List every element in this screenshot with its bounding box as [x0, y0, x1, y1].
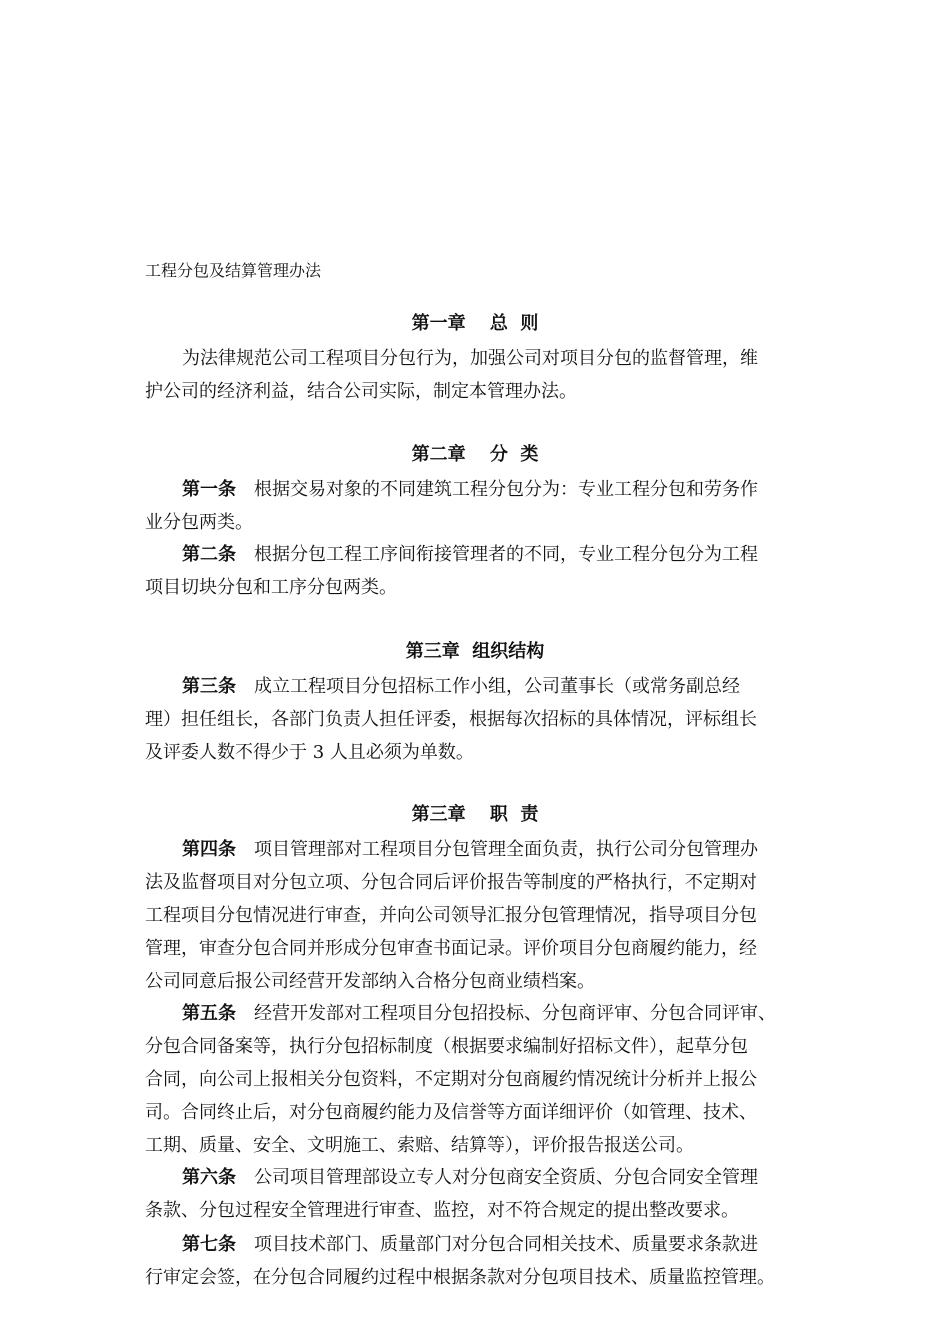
article-2-label: 第二条 — [182, 544, 236, 565]
paragraph-line: 工期、质量、安全、文明施工、索赔、结算等），评价报告报送公司。 — [145, 1135, 694, 1156]
article-7-label: 第七条 — [182, 1234, 236, 1255]
paragraph-line: 护公司的经济利益，结合公司实际，制定本管理办法。 — [145, 381, 577, 402]
paragraph-line: 根据分包工程工序间衔接管理者的不同，专业工程分包分为工程 — [254, 544, 758, 565]
paragraph-line: 为法律规范公司工程项目分包行为，加强公司对项目分包的监督管理，维 — [182, 348, 758, 369]
chapter-4-heading: 第三章 职 责 — [411, 804, 539, 825]
paragraph-line: 项目管理部对工程项目分包管理全面负责，执行公司分包管理办 — [254, 839, 758, 860]
paragraph-line: 工程项目分包情况进行审查，并向公司领导汇报分包管理情况，指导项目分包 — [145, 905, 757, 926]
paragraph-line: 公司同意后报公司经营开发部纳入合格分包商业绩档案。 — [145, 971, 595, 992]
paragraph-line: 条款、分包过程安全管理进行审查、监控，对不符合规定的提出整改要求。 — [145, 1200, 739, 1221]
paragraph-line: 法及监督项目对分包立项、分包合同后评价报告等制度的严格执行，不定期对 — [145, 872, 757, 893]
article-5-label: 第五条 — [182, 1003, 236, 1024]
chapter-2-heading: 第二章 分 类 — [411, 444, 539, 465]
article-6-label: 第六条 — [182, 1167, 236, 1188]
chapter-3-heading: 第三章 组织结构 — [405, 641, 545, 662]
article-4 — [145, 833, 825, 998]
chapter-1-heading: 第一章 总 则 — [411, 313, 539, 334]
paragraph-line: 理）担任组长，各部门负责人担任评委，根据每次招标的具体情况，评标组长 — [145, 709, 757, 730]
paragraph-line: 合同，向公司上报相关分包资料，不定期对分包商履约情况统计分析并上报公 — [145, 1069, 757, 1090]
article-4-label: 第四条 — [182, 839, 236, 860]
paragraph-line: 根据交易对象的不同建筑工程分包分为：专业工程分包和劳务作 — [254, 479, 758, 500]
article-7 — [145, 1228, 825, 1294]
chapter-1-paragraph — [145, 342, 825, 408]
article-3-label: 第三条 — [182, 676, 236, 697]
paragraph-line: 业分包两类。 — [145, 512, 253, 533]
paragraph-line: 管理，审查分包合同并形成分包审查书面记录。评价项目分包商履约能力，经 — [145, 938, 757, 959]
article-1-label: 第一条 — [182, 479, 236, 500]
paragraph-line: 及评委人数不得少于 3 人且必须为单数。 — [145, 742, 474, 763]
paragraph-line: 行审定会签，在分包合同履约过程中根据条款对分包项目技术、质量监控管理。 — [145, 1267, 775, 1288]
article-3 — [145, 670, 825, 769]
article-6 — [145, 1161, 825, 1227]
paragraph-line: 司。合同终止后，对分包商履约能力及信誉等方面详细评价（如管理、技术、 — [145, 1102, 757, 1123]
paragraph-line: 分包合同备案等，执行分包招标制度（根据要求编制好招标文件），起草分包 — [145, 1036, 748, 1057]
article-1 — [145, 473, 825, 539]
paragraph-line: 项目技术部门、质量部门对分包合同相关技术、质量要求条款进 — [254, 1234, 758, 1255]
paragraph-line: 公司项目管理部设立专人对分包商安全资质、分包合同安全管理 — [254, 1167, 758, 1188]
article-2 — [145, 538, 825, 604]
paragraph-line: 项目切块分包和工序分包两类。 — [145, 577, 397, 598]
paragraph-line: 成立工程项目分包招标工作小组，公司董事长（或常务副总经 — [254, 676, 740, 697]
paragraph-line: 经营开发部对工程项目分包招投标、分包商评审、分包合同评审、 — [254, 1003, 776, 1024]
document-title: 工程分包及结算管理办法 — [145, 261, 322, 280]
article-5 — [145, 997, 825, 1162]
